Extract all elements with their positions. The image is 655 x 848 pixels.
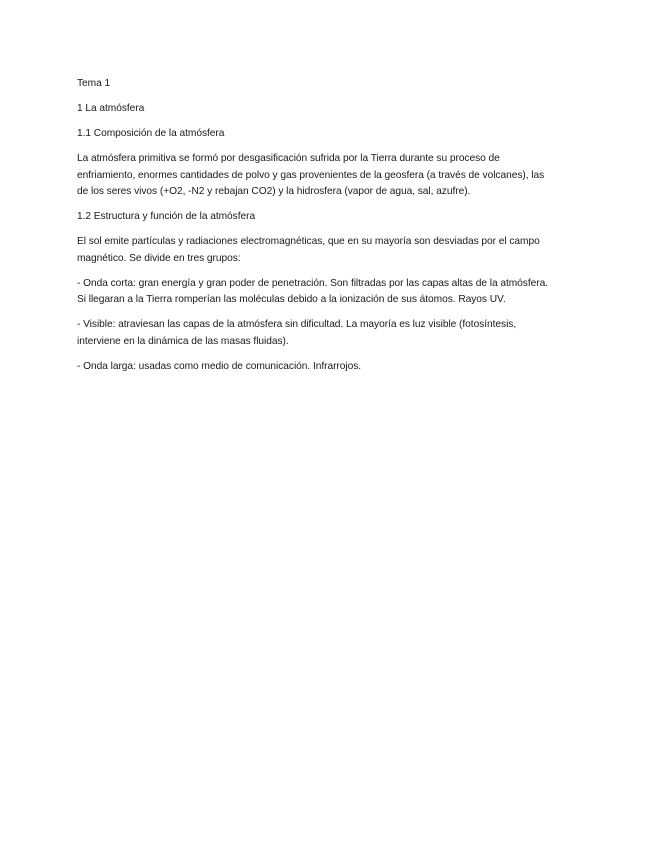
paragraph-onda-corta [77, 276, 587, 309]
paragraph-line: de los seres vivos (+O2, -N2 y rebajan CO2) y la hidrosfera (vapor de agua, sal, azufre). [77, 186, 471, 197]
paragraph-radiaciones [77, 234, 587, 267]
paragraph-line: enfriamiento, enormes cantidades de polvo y gas provenientes de la geosfera (a través de volcanes), las [77, 169, 545, 181]
paragraph-line: - Onda larga: usadas como medio de comunicación. Infrarrojos. [77, 360, 362, 372]
paragraph-line: - Onda corta: gran energía y gran poder de penetración. Son filtradas por las capas altas de la atmósfera. [77, 277, 548, 289]
paragraph-line: Si llegaran a la Tierra romperían las moléculas debido a la ionización de sus átomos. Rayos UV. [77, 294, 506, 305]
paragraph-line: magnético. Se divide en tres grupos: [77, 252, 241, 264]
paragraph-line: La atmósfera primitiva se formó por desgasificación sufrida por la Tierra durante su proceso de [77, 153, 500, 164]
paragraph-visible [77, 317, 587, 350]
paragraph-line: interviene en la dinámica de las masas fluidas). [77, 335, 289, 347]
subsection-heading-composicion: 1.1 Composición de la atmósfera [77, 128, 225, 139]
paragraph-onda-larga [77, 359, 587, 376]
paragraph-line: - Visible: atraviesan las capas de la atmósfera sin dificultad. La mayoría es luz visible (fotosíntesis, [77, 319, 517, 330]
tema-heading: Tema 1 [77, 78, 111, 89]
subsection-heading-estructura: 1.2 Estructura y función de la atmósfera [77, 211, 256, 222]
paragraph-line: El sol emite partículas y radiaciones electromagnéticas, que en su mayoría son desviadas por el campo [77, 236, 540, 247]
document-body [77, 76, 587, 384]
paragraph-composicion [77, 151, 587, 201]
section-heading: 1 La atmósfera [77, 103, 145, 114]
